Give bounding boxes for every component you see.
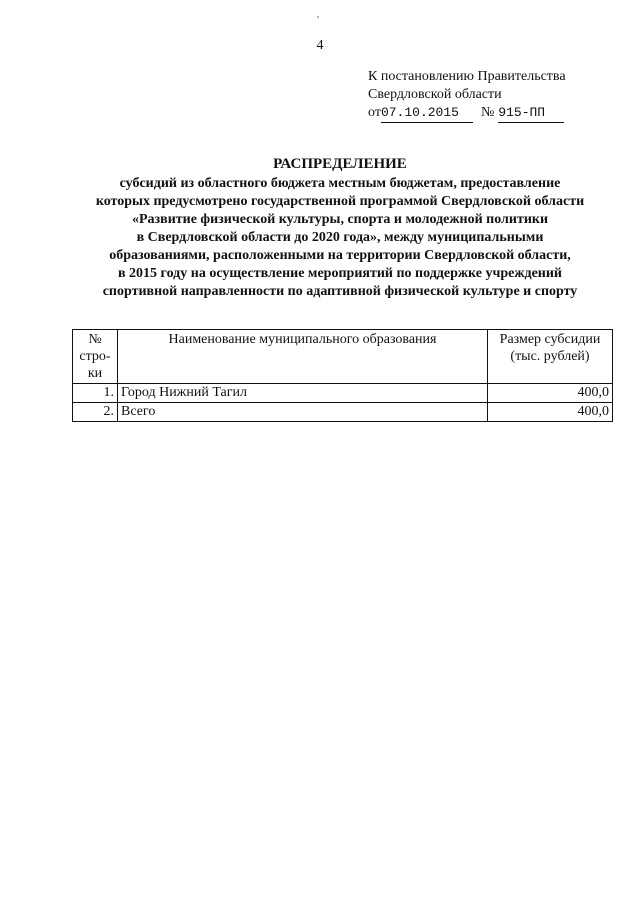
table-row [73,384,613,403]
title-heading: РАСПРЕДЕЛЕНИЕ [273,156,407,172]
row-amount: 400,0 [488,384,613,403]
approval-date: 07.10.2015 [381,104,473,123]
header-municipality: Наименование муниципального образования [118,330,488,384]
approval-line-2: Свердловской области [368,87,502,102]
table-header-row [73,330,613,384]
scan-dot [317,16,319,18]
distribution-table [72,329,613,422]
approval-number: 915-ПП [498,104,564,123]
row-municipality: Всего [118,403,488,422]
header-row-number: № стро-ки [73,330,118,384]
number-label: № [480,105,495,120]
row-number: 2. [73,403,118,422]
header-subsidy-amount: Размер субсидии (тыс. рублей) [488,330,613,384]
approval-date-line [368,104,566,123]
table-row [73,403,613,422]
title-subtitle: субсидий из областного бюджета местным бюджетам, предоставление которых предусмотрено государственной программой Свердловской области «Развитие физической культуры, спорта и молодежной политики в Свердловской области до 2020 года», между муниципальными образованиями, расположенными на территории Свердловской области, в 2015 году на осуществление мероприятий по поддержке учреждений спортивной направленности по адаптивной физической культуре и спорту [95,176,585,299]
row-amount: 400,0 [488,403,613,422]
approval-line-1: К постановлению Правительства [368,69,566,84]
approval-stamp [368,68,566,123]
from-label: от [368,105,381,120]
row-number: 1. [73,384,118,403]
document-title [60,155,620,301]
page-number: 4 [316,38,324,53]
row-municipality: Город Нижний Тагил [118,384,488,403]
